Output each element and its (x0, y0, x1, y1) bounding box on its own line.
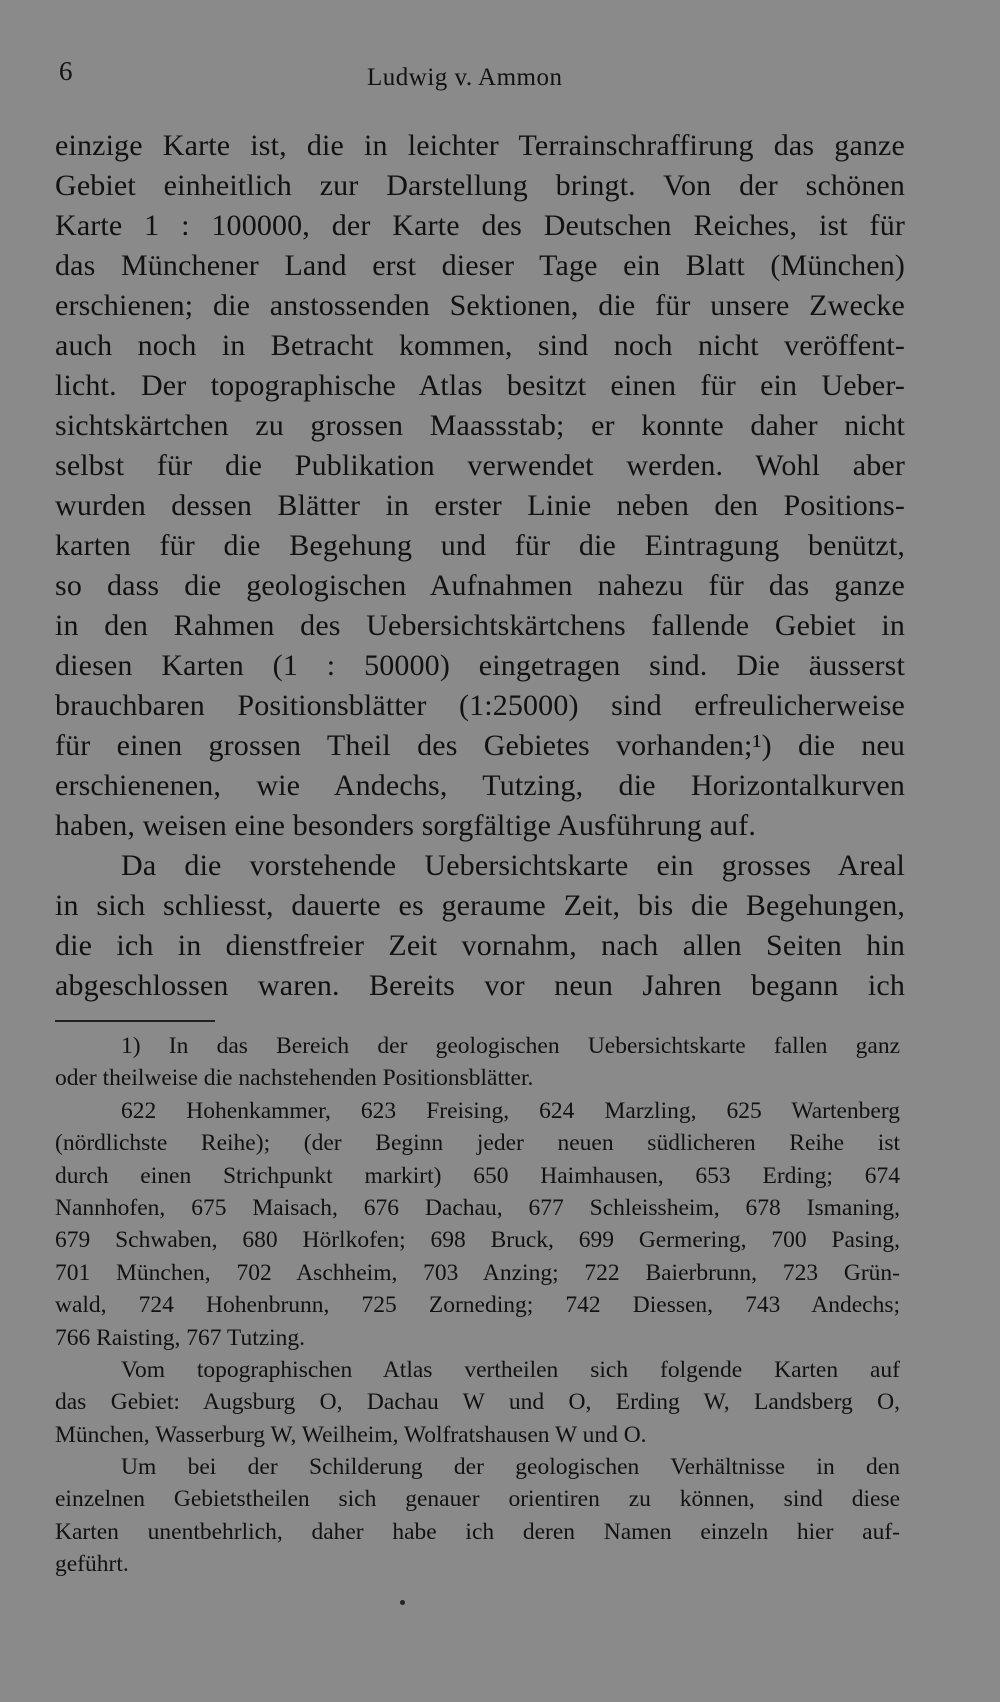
body-line: für einen grossen Theil des Gebietes vorhanden;¹) die neu (55, 729, 905, 762)
footnotes (55, 1030, 900, 1581)
page-number: 6 (59, 56, 73, 86)
footnote-line: 679 Schwaben, 680 Hörlkofen; 698 Bruck, 699 Germering, 700 Pasing, (55, 1227, 900, 1254)
footnote-line: 766 Raisting, 767 Tutzing. (55, 1324, 306, 1351)
body-line: das Münchener Land erst dieser Tage ein Blatt (München) (55, 249, 905, 282)
body-line: sichtskärtchen zu grossen Maassstab; er konnte daher nicht (55, 409, 905, 442)
footnote-line: Vom topographischen Atlas vertheilen sich folgende Karten auf (121, 1356, 900, 1383)
footnote-line: geführt. (55, 1551, 129, 1578)
footnote-line: wald, 724 Hohenbrunn, 725 Zorneding; 742 Diessen, 743 Andechs; (55, 1292, 900, 1319)
printer-dot-mark (400, 1600, 405, 1605)
body-line: Gebiet einheitlich zur Darstellung bringt. Von der schönen (55, 169, 905, 202)
footnote-line: oder theilweise die nachstehenden Positionsblätter. (55, 1065, 534, 1092)
footnote-line: 1) In das Bereich der geologischen Uebersichtskarte fallen ganz (121, 1033, 900, 1059)
body-line: in den Rahmen des Uebersichtskärtchens fallende Gebiet in (55, 609, 905, 642)
footnote-line: das Gebiet: Augsburg O, Dachau W und O, Erding W, Landsberg O, (55, 1389, 900, 1416)
body-line: diesen Karten (1 : 50000) eingetragen sind. Die äusserst (55, 649, 905, 682)
body-line: selbst für die Publikation verwendet werden. Wohl aber (55, 449, 905, 482)
body-line: so dass die geologischen Aufnahmen nahezu für das ganze (55, 569, 905, 602)
body-line: einzige Karte ist, die in leichter Terrainschraffirung das ganze (55, 129, 905, 162)
body-line: wurden dessen Blätter in erster Linie neben den Positions- (55, 489, 905, 522)
footnote-line: durch einen Strichpunkt markirt) 650 Haimhausen, 653 Erding; 674 (55, 1162, 900, 1189)
body-line: Karte 1 : 100000, der Karte des Deutschen Reiches, ist für (55, 209, 905, 242)
footnote-line: einzelnen Gebietstheilen sich genauer orientiren zu können, sind diese (55, 1486, 900, 1513)
footnote-line: (nördlichste Reihe); (der Beginn jeder neuen südlicheren Reihe ist (55, 1130, 900, 1157)
body-line: erschienen; die anstossenden Sektionen, die für unsere Zwecke (55, 289, 905, 322)
footnote-line: 622 Hohenkammer, 623 Freising, 624 Marzling, 625 Wartenberg (121, 1097, 900, 1124)
body-line: erschienenen, wie Andechs, Tutzing, die Horizontalkurven (55, 769, 905, 802)
footnote-line: 701 München, 702 Aschheim, 703 Anzing; 722 Baierbrunn, 723 Grün- (55, 1259, 900, 1286)
footnote-line: Um bei der Schilderung der geologischen Verhältnisse in den (121, 1454, 900, 1481)
body-line: in sich schliesst, dauerte es geraume Zeit, bis die Begehungen, (55, 889, 905, 922)
footnote-divider (55, 1020, 215, 1022)
body-line: karten für die Begehung und für die Eintragung benützt, (55, 529, 905, 562)
footnote-line: Nannhofen, 675 Maisach, 676 Dachau, 677 Schleissheim, 678 Ismaning, (55, 1194, 900, 1221)
footnote-line: Karten unentbehrlich, daher habe ich deren Namen einzeln hier auf- (55, 1518, 900, 1545)
body-line: brauchbaren Positionsblätter (1:25000) sind erfreulicherweise (55, 689, 905, 722)
running-head: Ludwig v. Ammon (367, 64, 563, 91)
body-line: die ich in dienstfreier Zeit vornahm, nach allen Seiten hin (55, 929, 905, 962)
body-line: licht. Der topographische Atlas besitzt einen für ein Ueber- (55, 369, 905, 402)
footnote-line: München, Wasserburg W, Weilheim, Wolfratshausen W und O. (55, 1421, 647, 1448)
body-line: Da die vorstehende Uebersichtskarte ein grosses Areal (121, 849, 905, 882)
body-line: auch noch in Betracht kommen, sind noch nicht veröffent- (55, 329, 905, 362)
body-line: abgeschlossen waren. Bereits vor neun Jahren begann ich (55, 969, 905, 1002)
body-line: haben, weisen eine besonders sorgfältige Ausführung auf. (55, 809, 756, 842)
body-text (55, 126, 905, 1006)
